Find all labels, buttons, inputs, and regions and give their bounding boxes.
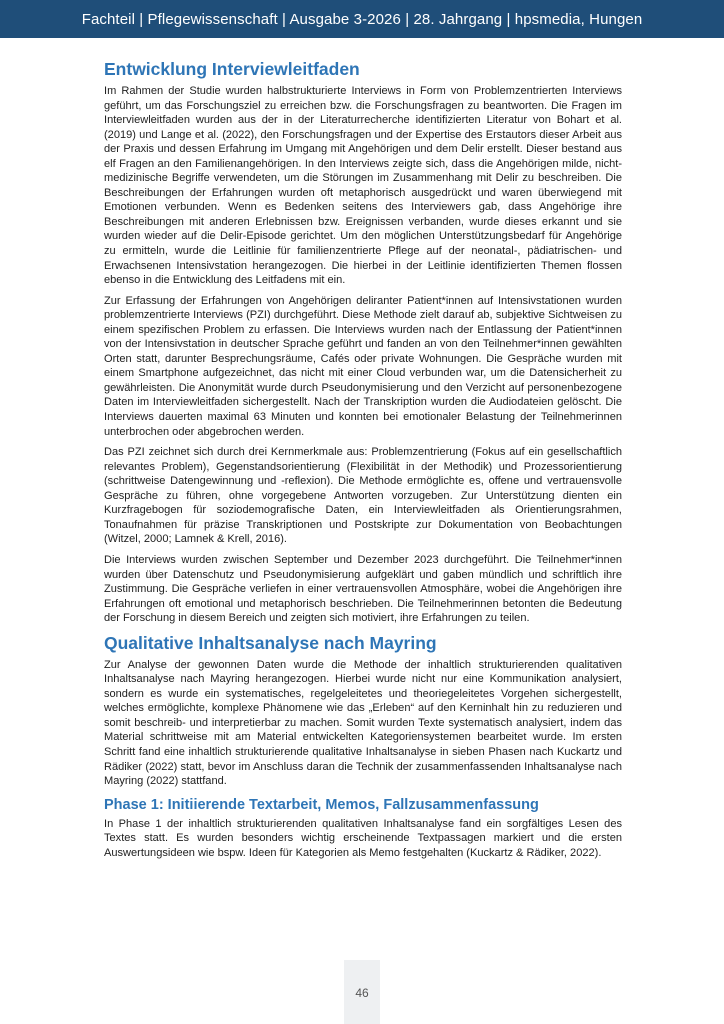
paragraph: Die Interviews wurden zwischen September und Dezember 2023 durchgeführt. Die Teilnehmer*innen wurden über Datenschutz und Pseudonymisierung aufgeklärt und gaben mündlich und schriftlich ihre Zustimmung. Die Gespräche verliefen in einer vertrauensvollen Atmosphäre, wobei die Angehörigen ihre Erfahrungen oft emotional und metaphorisch beschrieben. Die Teilnehmerinnen betonten die Bedeutung der Forschung in diesem Bereich und zeigten sich motiviert, ihre Erfahrungen zu teilen. bbox=[104, 553, 622, 625]
paragraph: In Phase 1 der inhaltlich strukturierenden qualitativen Inhaltsanalyse fand ein sorgfältiges Lesen des Textes statt. Es wurden besonders wichtig erscheinende Textpassagen markiert und die ersten Auswertungsideen wie bspw. Ideen für Kategorien als Memo festgehalten (Kuckartz & Rädiker, 2022). bbox=[104, 817, 622, 859]
paragraph: Im Rahmen der Studie wurden halbstrukturierte Interviews in Form von Problemzentrierten Interviews geführt, um das Forschungsziel zu erreichen bzw. die Forschungsfragen zu beantworten. Die Fragen im Interviewleitfaden wurden aus der in der Literaturrecherche identifizierten Literatur von Bohart et al. (2019) und Lange et al. (2022), den Forschungsfragen und der Expertise des Erstautors dieser Arbeit aus der Praxis und dessen Erfahrung im Umgang mit Angehörigen und dem Delir erstellt. Dieser bestand aus elf Fragen an den Familienangehörigen. In den Interviews zeigte sich, dass die Angehörigen milde, nicht-medizinische Begriffe verwendeten, um die Störungen im Zusammenhang mit Delir zu beschreiben. Die Beschreibungen der Erfahrungen wurden oft metaphorisch ausgedrückt und waren überwiegend mit Emotionen verbunden. Wenn es Bedenken seitens des Interviewers gab, dass Angehörige ihre Beschreibungen mit anderen Erlebnissen bzw. Ereignissen verbanden, wurde dieses erkannt und sie wurden wieder auf die Delir-Episode gerichtet. Um den möglichen Unterstützungsbedarf für Angehörige zu ermitteln, wurde die Leitlinie für familienzentrierte Pflege auf der neonatal-, pädiatrischen- und Erwachsenen Intensivstation herangezogen. Die hierbei in der Leitlinie identifizierten Themen flossen ebenso in die Entwicklung des Leitfadens mit ein. bbox=[104, 85, 622, 287]
article-body bbox=[104, 58, 622, 866]
page-number: 46 bbox=[355, 986, 369, 1000]
running-header bbox=[0, 0, 724, 38]
running-header-text: Fachteil | Pflegewissenschaft | Ausgabe 3-2026 | 28. Jahrgang | hpsmedia, Hungen bbox=[81, 10, 643, 28]
paragraph: Zur Erfassung der Erfahrungen von Angehörigen deliranter Patient*innen auf Intensivstationen wurden problemzentrierte Interviews (PZI) durchgeführt. Diese Methode zielt darauf ab, subjektive Sichtweisen zu einem spezifischen Problem zu erfassen. Die Interviews wurden nach der Entlassung der Patient*innen von der Intensivstation in deutscher Sprache geführt und fanden an von den Teilnehmer*innen gewählten Orten statt, darunter Besprechungsräume, Cafés oder private Wohnungen. Die Gespräche wurden mit einem Smartphone aufgezeichnet, das nicht mit einer Cloud verbunden war, um die Datensicherheit zu gewährleisten. Die Anonymität wurde durch Pseudonymisierung und den Verzicht auf personenbezogene Daten im Interviewleitfaden sichergestellt. Nach der Transkription wurden die Audiodateien gelöscht. Die Interviews dauerten maximal 63 Minuten und konnten bei emotionaler Belastung der Teilnehmerinnen unterbrochen oder abgebrochen werden. bbox=[104, 294, 622, 438]
section-heading-inhaltsanalyse: Qualitative Inhaltsanalyse nach Mayring bbox=[104, 632, 437, 653]
section-heading-interviewleitfaden: Entwicklung Interviewleitfaden bbox=[104, 59, 360, 79]
paragraph: Das PZI zeichnet sich durch drei Kernmerkmale aus: Problemzentrierung (Fokus auf ein gesellschaftlich relevantes Problem), Gegenstandsorientierung (Flexibilität in der Methodik) und Prozessorientierung (schrittweise Datengewinnung und -reflexion). Die Methode ermöglichte es, offene und vertrauensvolle Gespräche zu führen, ohne vorgegebene Antworten vorzugeben. Zur Unterstützung dienten ein Kurzfragebogen für soziodemografische Daten, ein Interviewleitfaden als Orientierungsrahmen, Tonaufnahmen für präzise Transkriptionen und Postskripte zur Dokumentation von Beobachtungen (Witzel, 2000; Lamnek & Krell, 2016). bbox=[104, 446, 622, 546]
page-footer bbox=[344, 960, 380, 1024]
paragraph: Zur Analyse der gewonnen Daten wurde die Methode der inhaltlich strukturierenden qualitativen Inhaltsanalyse nach Mayring herangezogen. Hierbei wurde nicht nur eine Kommunikation analysiert, sondern es wurde ein systematisches, regelgeleitetes und theoriegeleitetes Vorgehen sichergestellt, welches ermöglichte, komplexe Phänomene wie das „Erleben“ auf den Kerninhalt hin zu reduzieren und somit beschreib- und interpretierbar zu machen. Somit wurden Texte systematisch analysiert, indem das Material schrittweise mit am Material entwickelten Kategoriensystemen bearbeitet wurde. Im ersten Schritt fand eine inhaltlich strukturierende qualitative Inhaltsanalyse in sieben Phasen nach Kuckartz und Rädiker (2022) statt, bevor im Anschluss daran die Technik der zusammenfassenden Inhaltsanalyse nach Mayring (2022) stattfand. bbox=[104, 658, 622, 788]
subsection-heading-phase-1: Phase 1: Initiierende Textarbeit, Memos, Fallzusammenfassung bbox=[104, 796, 539, 813]
